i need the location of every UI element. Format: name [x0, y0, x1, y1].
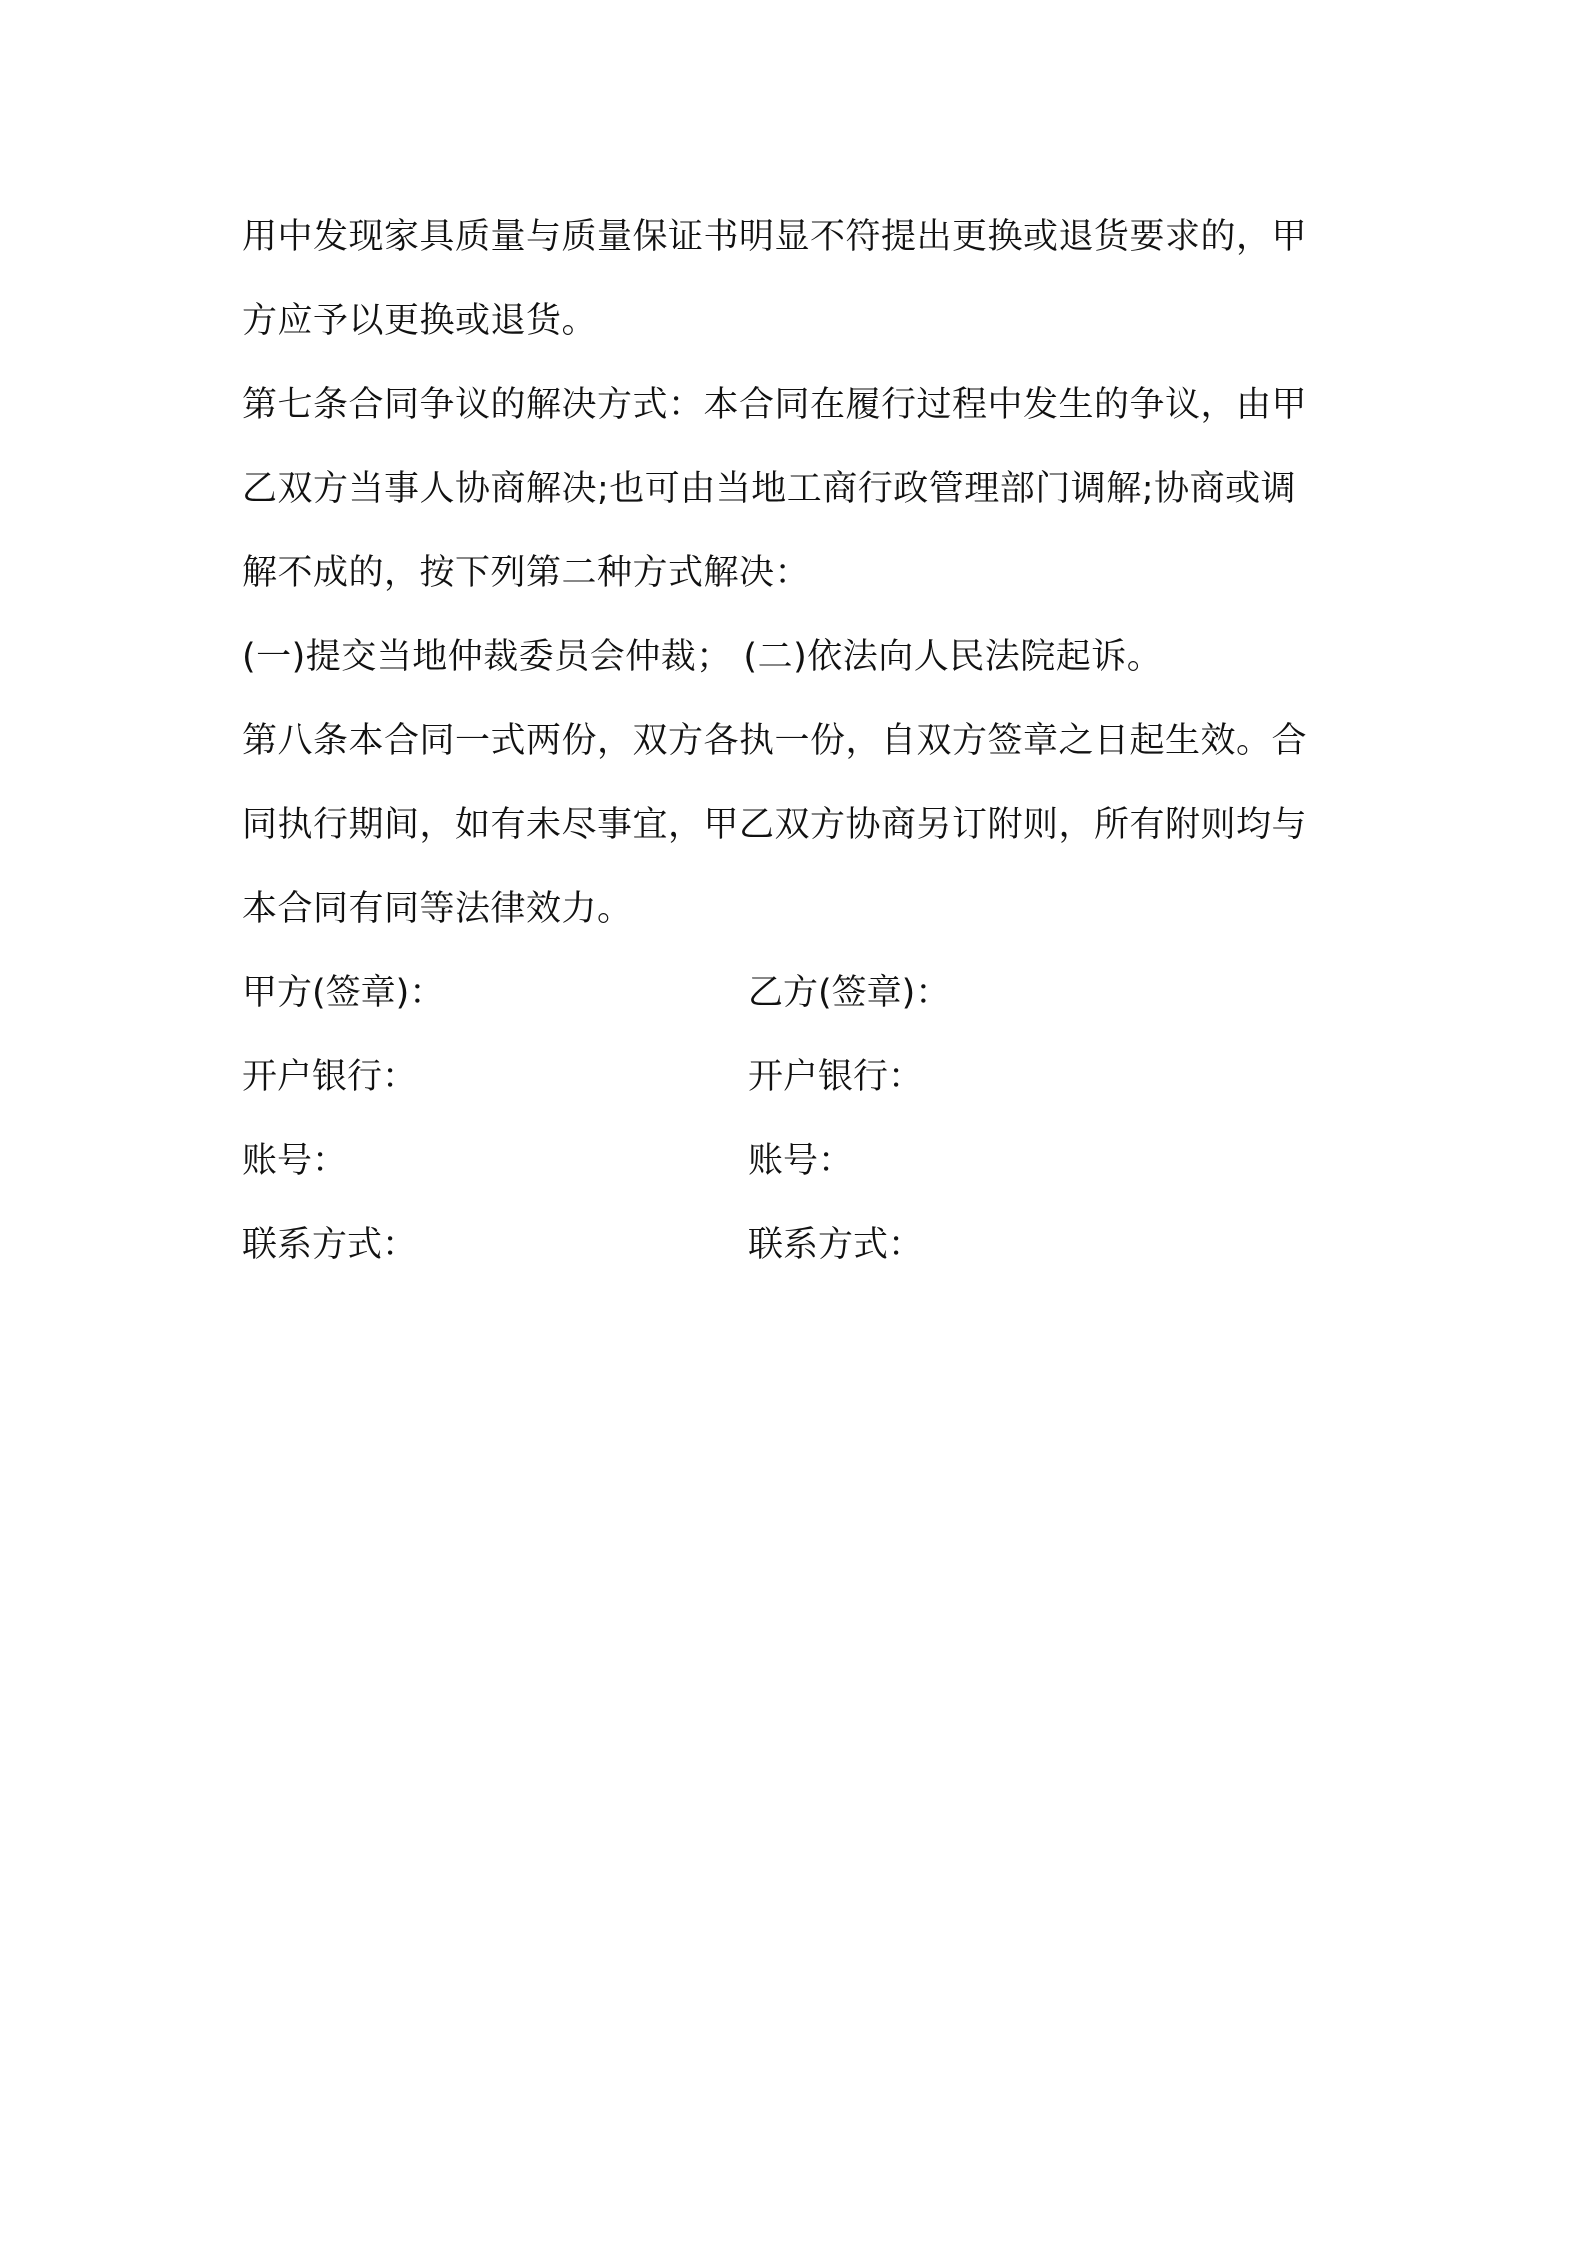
- paragraph-line: 本合同有同等法律效力。: [242, 889, 633, 929]
- party-a-contact-label: 联系方式：: [242, 1225, 418, 1265]
- paragraph-line: 同执行期间，如有未尽事宜，甲乙双方协商另订附则，所有附则均与: [242, 805, 1308, 845]
- paragraph-line: 方应予以更换或退货。: [242, 301, 598, 341]
- party-a-seal-label: 甲方(签章)：: [242, 973, 445, 1013]
- signature-row-account: [242, 1119, 1352, 1203]
- party-a-bank-label: 开户银行：: [242, 1057, 418, 1097]
- party-b-account-label: 账号：: [748, 1141, 854, 1181]
- document-body: [242, 195, 1352, 1287]
- paragraph-line: 乙双方当事人协商解决;也可由当地工商行政管理部门调解;协商或调: [242, 469, 1297, 509]
- paragraph-line: 第八条本合同一式两份，双方各执一份，自双方签章之日起生效。合: [242, 721, 1308, 761]
- signature-row-seal: [242, 951, 1352, 1035]
- party-b-seal-label: 乙方(签章)：: [748, 973, 951, 1013]
- signature-row-bank: [242, 1035, 1352, 1119]
- paragraph-line: (一)提交当地仲裁委员会仲裁； (二)依法向人民法院起诉。: [242, 637, 1163, 677]
- signature-row-contact: [242, 1203, 1352, 1287]
- paragraph-line: 解不成的，按下列第二种方式解决：: [242, 553, 811, 593]
- party-b-bank-label: 开户银行：: [748, 1057, 924, 1097]
- party-b-contact-label: 联系方式：: [748, 1225, 924, 1265]
- party-a-account-label: 账号：: [242, 1141, 348, 1181]
- paragraph-line: 第七条合同争议的解决方式：本合同在履行过程中发生的争议，由甲: [242, 385, 1308, 425]
- paragraph-line: 用中发现家具质量与质量保证书明显不符提出更换或退货要求的，甲: [242, 217, 1308, 257]
